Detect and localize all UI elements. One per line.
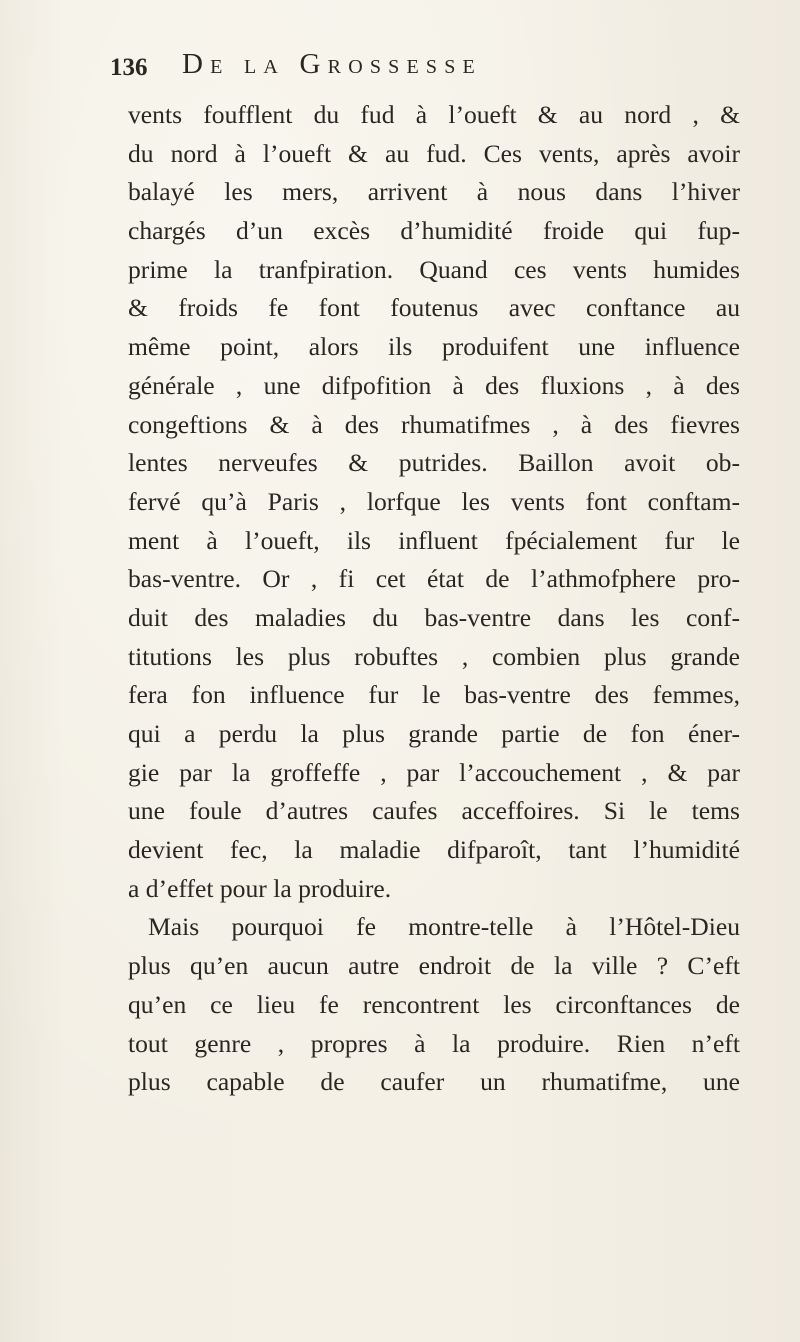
text-line: prime la tranfpiration. Quand ces vents humides: [128, 254, 740, 284]
text-line: lentes nerveufes & putrides. Baillon avoit ob-: [128, 448, 740, 478]
text-line: plus capable de caufer un rhumatifme, une: [128, 1067, 740, 1097]
text-line: du nord à l’oueft & au fud. Ces vents, après avoir: [128, 138, 740, 168]
text-line: congeftions & à des rhumatifmes , à des fievres: [128, 409, 740, 439]
text-line: & froids fe font foutenus avec conftance au: [128, 293, 740, 323]
text-line: plus qu’en aucun autre endroit de la ville ? C’eft: [128, 951, 740, 981]
text-line: bas-ventre. Or , fi cet état de l’athmofphere pro-: [128, 564, 740, 594]
text-line: générale , une difpofition à des fluxions , à des: [128, 370, 740, 400]
paragraph-start-line: Mais pourquoi fe montre-telle à l’Hôtel-Dieu: [148, 912, 740, 942]
text-line: chargés d’un excès d’humidité froide qui fup-: [128, 216, 740, 246]
body-text: [128, 96, 740, 1102]
text-line: une foule d’autres caufes acceffoires. Si le tems: [128, 796, 740, 826]
text-line: tout genre , propres à la produire. Rien n’eft: [128, 1028, 740, 1058]
text-line: gie par la groffeffe , par l’accouchement , & par: [128, 757, 740, 787]
text-line: fera fon influence fur le bas-ventre des femmes,: [128, 680, 740, 710]
text-line: même point, alors ils produifent une influence: [128, 332, 740, 362]
text-line: duit des maladies du bas-ventre dans les conf-: [128, 602, 740, 632]
text-line: qu’en ce lieu fe rencontrent les circonftances de: [128, 989, 740, 1019]
text-line: vents foufflent du fud à l’oueft & au nord , &: [128, 100, 740, 129]
text-line: qui a perdu la plus grande partie de fon éner-: [128, 719, 740, 748]
text-line: balayé les mers, arrivent à nous dans l’hiver: [128, 177, 740, 207]
page-number: 136: [110, 54, 148, 81]
text-line: fervé qu’à Paris , lorfque les vents font conftam-: [128, 486, 740, 516]
running-title: De la Grossesse: [182, 48, 482, 80]
text-line: titutions les plus robuftes , combien plus grande: [128, 641, 740, 671]
running-head: [110, 48, 710, 88]
text-line: ment à l’oueft, ils influent fpécialement fur le: [128, 525, 740, 555]
text-line: devient fec, la maladie difparoît, tant l’humidité: [128, 835, 740, 865]
paragraph-end-line: a d’effet pour la produire.: [128, 873, 392, 903]
